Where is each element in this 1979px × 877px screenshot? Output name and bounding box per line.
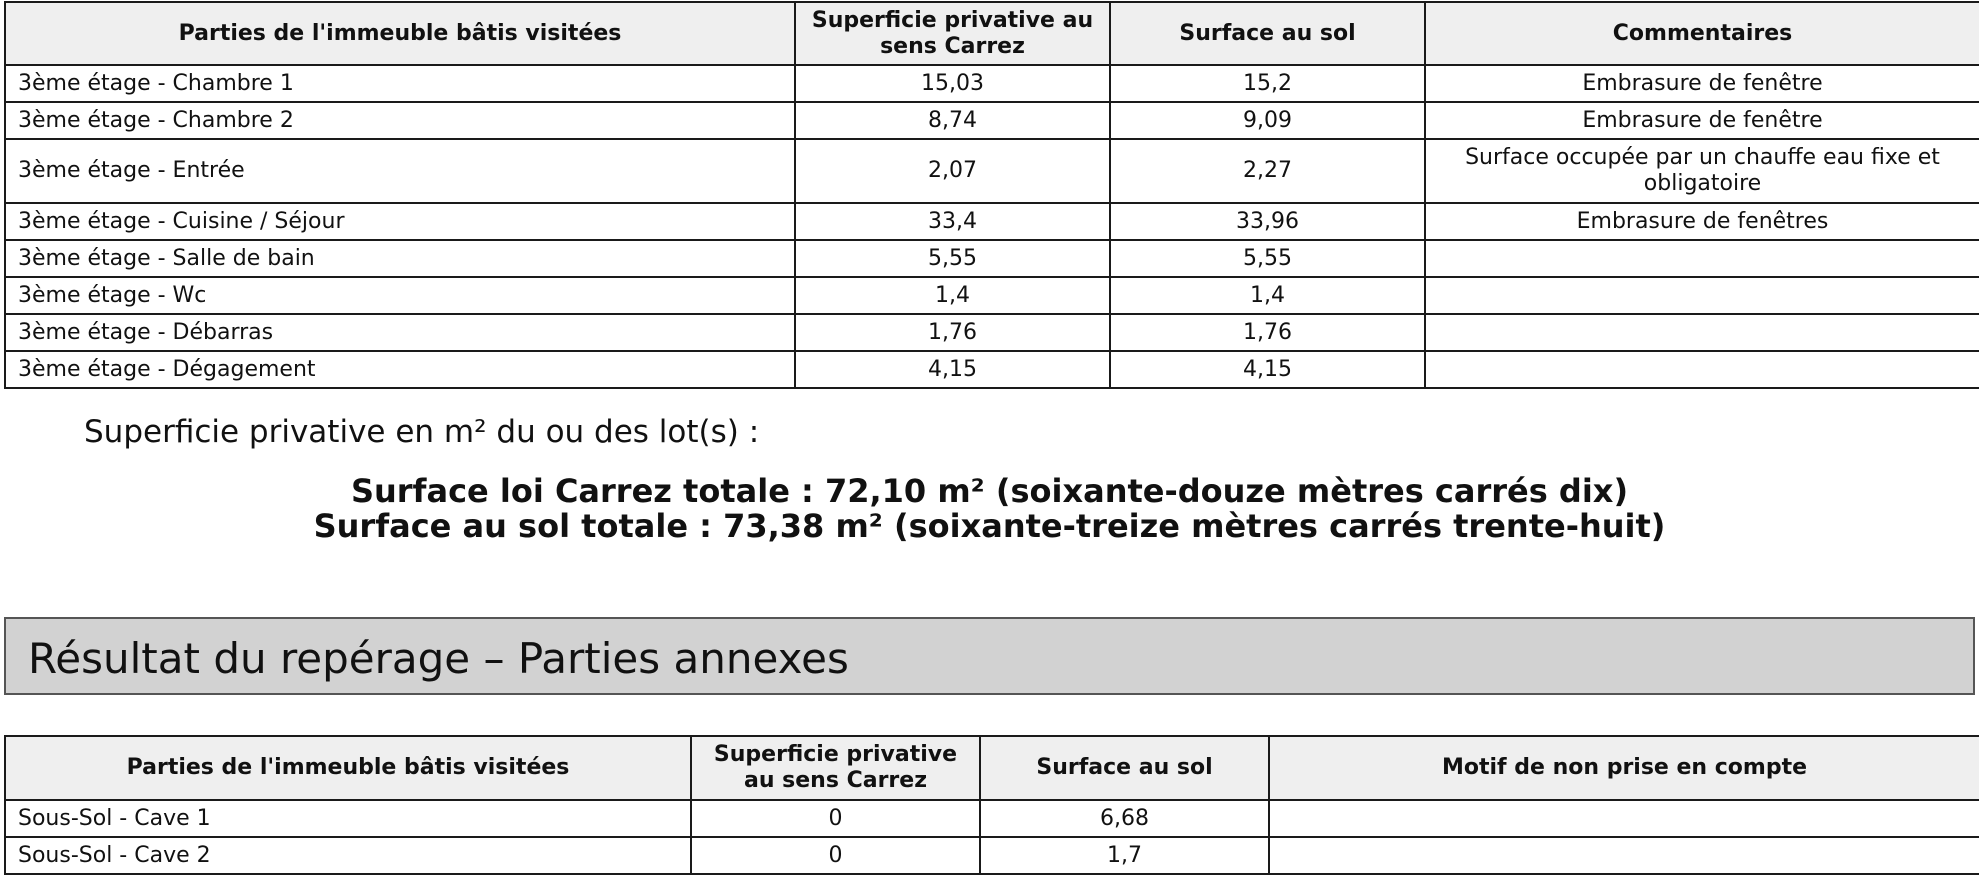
header-motif: Motif de non prise en compte: [1269, 736, 1979, 800]
cell-room: Sous-Sol - Cave 2: [5, 837, 691, 874]
cell-comment: Embrasure de fenêtre: [1425, 65, 1979, 102]
cell-comment: [1425, 277, 1979, 314]
cell-motif: [1269, 837, 1979, 874]
cell-room: Sous-Sol - Cave 1: [5, 800, 691, 837]
table-row: [5, 65, 1979, 102]
total-carrez: Surface loi Carrez totale : 72,10 m² (soixante-douze mètres carrés dix): [350, 472, 1629, 510]
table-row: [5, 102, 1979, 139]
table-row: [5, 351, 1979, 388]
table-row: [5, 800, 1979, 837]
cell-surface-sol: 33,96: [1110, 203, 1425, 240]
cell-carrez: 0: [691, 800, 980, 837]
cell-comment: [1425, 314, 1979, 351]
cell-surface-sol: 4,15: [1110, 351, 1425, 388]
cell-carrez: 8,74: [795, 102, 1110, 139]
header-parties: Parties de l'immeuble bâtis visitées: [5, 736, 691, 800]
cell-surface-sol: 9,09: [1110, 102, 1425, 139]
annex-surface-table: [4, 735, 1979, 875]
cell-carrez: 0: [691, 837, 980, 874]
main-surface-table: [4, 1, 1979, 389]
cell-room: 3ème étage - Débarras: [5, 314, 795, 351]
table-row: [5, 203, 1979, 240]
cell-room: 3ème étage - Cuisine / Séjour: [5, 203, 795, 240]
cell-carrez: 15,03: [795, 65, 1110, 102]
cell-carrez: 1,4: [795, 277, 1110, 314]
section-title: Résultat du repérage – Parties annexes: [28, 634, 849, 683]
header-parties: Parties de l'immeuble bâtis visitées: [5, 2, 795, 65]
cell-room: 3ème étage - Dégagement: [5, 351, 795, 388]
cell-carrez: 1,76: [795, 314, 1110, 351]
header-surface-sol: Surface au sol: [980, 736, 1269, 800]
cell-carrez: 2,07: [795, 139, 1110, 203]
cell-room: 3ème étage - Entrée: [5, 139, 795, 203]
cell-room: 3ème étage - Wc: [5, 277, 795, 314]
cell-surface-sol: 2,27: [1110, 139, 1425, 203]
table-row: [5, 240, 1979, 277]
header-carrez: Superficie privative au sens Carrez: [691, 736, 980, 800]
table-row: [5, 277, 1979, 314]
section-banner-annexes: [4, 617, 1975, 695]
cell-room: 3ème étage - Salle de bain: [5, 240, 795, 277]
cell-room: 3ème étage - Chambre 1: [5, 65, 795, 102]
header-carrez: Superficie privative au sens Carrez: [795, 2, 1110, 65]
cell-surface-sol: 15,2: [1110, 65, 1425, 102]
cell-comment: Embrasure de fenêtre: [1425, 102, 1979, 139]
cell-carrez: 5,55: [795, 240, 1110, 277]
cell-carrez: 33,4: [795, 203, 1110, 240]
cell-surface-sol: 6,68: [980, 800, 1269, 837]
header-surface-sol: Surface au sol: [1110, 2, 1425, 65]
total-surface-sol: Surface au sol totale : 73,38 m² (soixante-treize mètres carrés trente-huit): [313, 507, 1666, 545]
cell-comment: [1425, 351, 1979, 388]
table-header-row: [5, 736, 1979, 800]
summary-label: Superficie privative en m² du ou des lot(s) :: [84, 414, 760, 450]
cell-comment: [1425, 240, 1979, 277]
table-row: [5, 837, 1979, 874]
cell-surface-sol: 1,7: [980, 837, 1269, 874]
cell-comment: Embrasure de fenêtres: [1425, 203, 1979, 240]
cell-surface-sol: 5,55: [1110, 240, 1425, 277]
table-row: [5, 314, 1979, 351]
header-commentaires: Commentaires: [1425, 2, 1979, 65]
table-row: [5, 139, 1979, 203]
cell-surface-sol: 1,76: [1110, 314, 1425, 351]
cell-motif: [1269, 800, 1979, 837]
table-header-row: [5, 2, 1979, 65]
cell-comment: Surface occupée par un chauffe eau fixe et obligatoire: [1425, 139, 1979, 203]
cell-surface-sol: 1,4: [1110, 277, 1425, 314]
cell-room: 3ème étage - Chambre 2: [5, 102, 795, 139]
cell-carrez: 4,15: [795, 351, 1110, 388]
